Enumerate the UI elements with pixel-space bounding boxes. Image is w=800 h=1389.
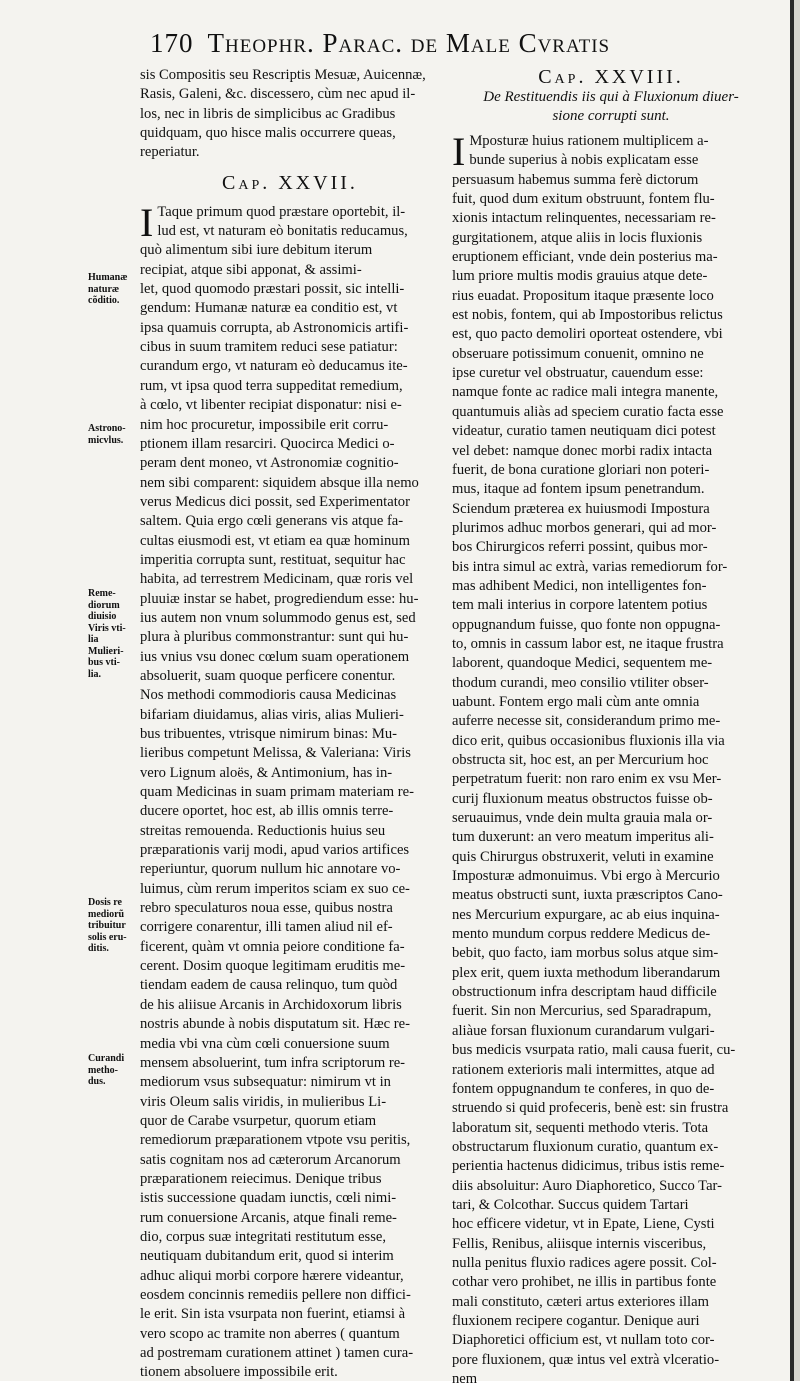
text-line: lud est, vt naturam eò bonitatis reducamus, <box>157 223 408 240</box>
text-line: nem sibi comparent: siquidem absque illa nemo <box>140 474 419 491</box>
text-line: namque fonte ac radice mali integra manente, <box>452 384 719 401</box>
text-line: lum priore multis modis grauius atque dete- <box>452 268 708 285</box>
text-line: Imposturæ admonuimus. Vbi ergo à Mercurio <box>452 868 720 885</box>
text-line: struendo si quid profeceris, benè est: sin frustra <box>452 1100 729 1117</box>
text-line: sis Compositis seu Rescriptis Mesuæ, Auicennæ, <box>140 67 426 83</box>
text-line: cothar vero prohibet, ne illis in partibus fonte <box>452 1274 717 1291</box>
text-line: vero Lignum aloës, & Antimonium, has in- <box>140 764 393 781</box>
text-line: nulla penitus fluxio radices agere possit. Col- <box>452 1254 717 1271</box>
binding-shadow <box>790 0 794 1381</box>
text-line: Rasis, Galeni, &c. discessero, cùm nec apud il- <box>140 86 416 103</box>
text-line: gurgitationem, atque aliis in locis fluxionis <box>452 229 703 246</box>
text-line: eosdem concinnis remediis pellere non diffici- <box>140 1286 411 1303</box>
text-line: quò alimentum sibi iure debitum iterum <box>140 242 373 259</box>
text-line: quidquam, quo hisce malis occurrere queas, <box>140 125 396 142</box>
text-line: bos Chirurgicos referri possint, quibus mor- <box>452 539 708 556</box>
text-line: meatus obstructi sunt, iuxta præscriptos Cano- <box>452 887 723 904</box>
text-line: laborent, quandoque Medici, sequentem me- <box>452 655 713 672</box>
text-line: reperiuntur, quorum nullum hic annotare vo- <box>140 861 401 878</box>
text-line: perientia hactenus didicimus, tribus istis reme- <box>452 1158 725 1175</box>
text-line: verus Medicus dici possit, sed Experimentator <box>140 493 410 510</box>
text-line: curij fluxionum meatus obstructos fuisse ob- <box>452 790 713 807</box>
chapter-body <box>452 129 770 1389</box>
text-line: mensem absoluerint, tum infra scriptorum re- <box>140 1054 406 1071</box>
text-line: præparationis varij modi, apud varios artifices <box>140 842 410 859</box>
text-line: quis Chirurgus obstruxerit, veluti in examine <box>452 848 714 865</box>
text-line: ducere oportet, hoc est, ab illis omnis terre- <box>140 803 394 820</box>
text-line: de his aliisue Arcanis in Archidoxorum libris <box>140 996 402 1013</box>
margin-note-dosage: Dosis re mediorũ tribuitur solis eru- ditis. <box>88 897 127 954</box>
text-line: ad postremam curationem attinet ) tamen cura- <box>140 1345 414 1361</box>
text-line: obstructa sit, hoc est, an per Mercurium hoc <box>452 752 709 768</box>
text-line: ius vnius vsu donec cœlum suam operationem <box>140 648 410 665</box>
text-line: oppugnandum fuisse, quo fonte non oppugna- <box>452 616 721 633</box>
text-line: obstructionum infra descriptam haud difficile <box>452 984 717 1001</box>
page-number: 170 <box>150 28 194 58</box>
text-line: ipsa quamuis corrupta, ab Astronomicis artifi- <box>140 319 409 336</box>
text-line: Mposturæ huius rationem multiplicem a- <box>469 133 709 149</box>
text-line: to, omnis in cassum labor est, ne itaque frustra <box>452 635 724 652</box>
text-line: ptionem illam resarciri. Quocirca Medici o- <box>140 435 395 452</box>
text-line: nostris abunde à nobis disputatum sit. Hæc re- <box>140 1016 410 1033</box>
text-line: tem mali interius in corpore latentem potius <box>452 597 708 614</box>
text-line: obstructarum fluxionum curatio, quantum ex- <box>452 1138 719 1155</box>
page-header <box>150 28 750 62</box>
text-line: ius autem non vnum solummodo genus est, sed <box>140 609 416 626</box>
text-line: plex erit, quem iuxta methodum liberandarum <box>452 964 721 981</box>
text-line: est nobis, fontem, qui ab Impostoribus relictus <box>452 307 723 324</box>
text-line: bus tribuentes, vtrisque nimirum binas: Mu- <box>140 726 397 742</box>
text-line: cultas eiusmodi est, vt etiam ea quæ hominum <box>140 532 410 549</box>
text-line: rebro speculaturos noua esse, quibus nostra <box>140 900 393 917</box>
text-line: ipse curetur vel obstruatur, cauendum esse: <box>452 365 704 382</box>
text-line: diis absoluitur: Auro Diaphoretico, Succo Tar- <box>452 1177 722 1194</box>
left-column <box>140 66 440 1383</box>
text-line: uabunt. Fontem ergo mali cùm ante omnia <box>452 693 700 710</box>
text-line: nes Mercurium expurgare, ac ab eius inquina- <box>452 906 720 923</box>
text-line: imperitia corrupta sunt, restituat, sequitur hac <box>140 551 406 568</box>
margin-note-astronomy: Astrono- micvlus. <box>88 423 126 446</box>
text-line: mus, itaque ad fontem ipsum penetrandum. <box>452 481 705 498</box>
chapter-body <box>140 199 440 1383</box>
text-line: præparationem reiecimus. Denique tribus <box>140 1170 382 1187</box>
text-line: cerent. Dosim quoque legitimam eruditis me- <box>140 958 406 975</box>
text-line: thodum curandi, meo consilio vtiliter obser- <box>452 674 709 691</box>
text-line: bis intra simul ac extrà, varias remediorum for- <box>452 558 728 575</box>
text-line: los, nec in libris de simplicibus ac Gradibus <box>140 105 396 122</box>
text-line: videatur, curatio tamen neutiquam dici potest <box>452 423 716 440</box>
text-line: à cœlo, vt libenter recipiat disponatur: nisi e- <box>140 397 402 414</box>
text-line: dio, corpus suæ integritati restitutum esse, <box>140 1228 387 1245</box>
text-line: seruauimus, vnde dein multa grauia mala or- <box>452 810 713 827</box>
text-line: Taque primum quod præstare oportebit, il- <box>157 203 406 220</box>
text-line: est, quo pacto demoliri oporteat ostendere, vbi <box>452 326 723 343</box>
text-line: bus medicis vsurpata ratio, mali causa fuerit, cu- <box>452 1042 736 1059</box>
text-line: dico erit, quibus occasionibus fluxionis illa via <box>452 732 725 749</box>
text-line: corrigere conarentur, illi tamen aliud nil ef- <box>140 919 393 936</box>
chapter-heading: Cap. XXVIII. <box>538 66 684 88</box>
text-line: tum duxerunt: an vero meatum imperitus ali- <box>452 829 714 846</box>
left-continuation-text <box>140 66 440 163</box>
text-line: luimus, cùm rerum imperitos sciam ex suo ce- <box>140 880 410 897</box>
text-line: obseruare potissimum conuenit, omnino ne <box>452 345 704 362</box>
text-line: mas adhibent Medici, non intelligentes fon- <box>452 577 707 594</box>
text-line: Diaphoretici officium est, vt nullam toto cor- <box>452 1332 715 1349</box>
subtitle-line: sione corrupti sunt. <box>552 108 670 124</box>
text-line: nim hoc procuretur, impossibile erit corru- <box>140 416 389 433</box>
chapter-subtitle <box>452 88 770 126</box>
text-line: bebit, quo facto, iam morbus solus atque sim- <box>452 945 719 962</box>
text-line: quam Medicinas in suam primam materiam re- <box>140 784 414 801</box>
text-line: recipiat, atque sibi apponat, & assimi- <box>140 261 362 278</box>
text-line: aliàue forsan fluxionum curandarum vulgari- <box>452 1022 715 1039</box>
text-line: pluuiæ instar se habet, progrediendum esse: hu- <box>140 590 419 607</box>
text-line: bunde superius à nobis explicatam esse <box>469 152 699 169</box>
page-edge <box>790 0 800 1381</box>
text-line: le erit. Sin ista vsurpata non fuerint, etiamsi à <box>140 1306 406 1323</box>
text-line: mediorum vsus subsequatur: nimirum vt in <box>140 1074 391 1091</box>
text-line: saltem. Quia ergo cœli generans vis atque fa- <box>140 513 404 530</box>
text-line: perpetratum fuerit: non raro enim ex vsu Mer- <box>452 771 722 788</box>
text-line: streitas remouenda. Reductionis huius seu <box>140 822 386 839</box>
text-line: viris Oleum salis viridis, in mulieribus Li- <box>140 1093 387 1110</box>
text-line: lieribus competunt Melissa, & Valeriana: Viris <box>140 745 411 762</box>
text-line: media vbi vna cùm cœli conuersione suum <box>140 1035 390 1052</box>
text-line: hoc efficere videtur, vt in Epate, Liene, Cysti <box>452 1216 715 1233</box>
text-line: rius euadat. Propositum itaque præsente loco <box>452 287 714 304</box>
margin-note-method: Curandi metho- dus. <box>88 1053 125 1087</box>
text-line: tionem absoluere impossibile erit. <box>140 1364 338 1381</box>
text-line: curandum ergo, vt naturam eò deducamus ite- <box>140 358 408 375</box>
text-line: rum, vt ipsa quod terra suppeditat remedium, <box>140 377 403 394</box>
text-line: fuit, quod dum exitum obstruunt, fontem flu- <box>452 191 715 208</box>
text-line: vel debet: namque donec morbi radix intacta <box>452 442 713 459</box>
text-line: quantumuis aliàs ad speciem curatio facta esse <box>452 403 724 420</box>
text-line: fontem oppugnandum te conferes, in quo de- <box>452 1080 715 1097</box>
text-line: fluxionem recipere cogantur. Denique auri <box>452 1312 700 1329</box>
text-line: cibus in suum tramitem reduci sese patiatur: <box>140 339 398 356</box>
text-line: adhuc aliqui morbi corpore hærere videantur, <box>140 1267 404 1284</box>
text-line: plurimos adhuc morbos generari, qui ad mor- <box>452 519 717 536</box>
margin-note-remedies: Reme- diorum diuisio Viris vti- lia Mulieri- bus vti- lia. <box>88 588 126 680</box>
text-line: fuerit. Sin non Mercurius, sed Sparadrapum, <box>452 1003 712 1020</box>
text-line: let, quod quomodo præstari possit, sic intelli- <box>140 281 405 298</box>
text-line: persuasum habemus summa ferè dictorum <box>452 171 699 188</box>
subtitle-line: De Restituendis iis qui à Fluxionum diuer- <box>483 89 739 105</box>
text-line: neutiquam dubitandum erit, quod si interim <box>140 1248 394 1265</box>
text-line: remediorum præparationem vtpote vsu peritis, <box>140 1132 411 1149</box>
text-line: vero scopo ac tramite non aberres ( quantum <box>140 1325 400 1342</box>
running-title: Theophr. Parac. de Male Cvratis <box>207 28 611 58</box>
text-line: fuerit, de bona curatione gloriari non poteri- <box>452 461 710 478</box>
right-column <box>452 66 770 1389</box>
text-line: eruptionem efficiant, vnde dein posterius ma- <box>452 249 718 266</box>
text-line: mali constituto, cæteri artus exteriores illam <box>452 1293 709 1310</box>
text-line: tiendam eadem de causa relinquo, tum quòd <box>140 977 398 994</box>
text-line: rationem exterioris mali intermittes, atque ad <box>452 1061 715 1078</box>
text-line: ficerent, quàm vt omnia peiore conditione fa- <box>140 938 405 955</box>
text-line: quor de Carabe vsurpetur, quorum etiam <box>140 1112 377 1129</box>
margin-note-nature: Humanæ naturæ cõditio. <box>88 272 128 306</box>
text-line: peram dent moneo, vt Astronomiæ cognitio- <box>140 455 399 472</box>
text-line: gendum: Humanæ naturæ ea conditio est, vt <box>140 300 398 317</box>
chapter-heading: Cap. XXVII. <box>222 171 358 194</box>
text-line: plura à pluribus commonstrantur: sunt qui hu- <box>140 629 409 646</box>
text-line: absoluerit, suam quoque perficere conentur. <box>140 667 396 684</box>
text-line: rum conuersione Arcanis, atque finali reme- <box>140 1209 397 1226</box>
text-line: satis cognitam nos ad cæterorum Arcanorum <box>140 1151 401 1168</box>
text-line: Nos methodi commodioris causa Medicinas <box>140 687 397 704</box>
drop-cap: I <box>452 129 466 174</box>
text-line: pore fluxionem, quæ intus vel extrà vlceratio- <box>452 1351 720 1368</box>
text-line: istis successione quadam iunctis, cœli nimi- <box>140 1190 397 1207</box>
text-line: laboratum sit, sequenti methodo vteris. Tota <box>452 1119 709 1136</box>
text-line: mento mundum corpus reddere Medicus de- <box>452 926 711 943</box>
text-line: bifariam diuidamus, alias viris, alias Mulieri- <box>140 706 404 723</box>
text-line: xionis intactum relinquentes, necessariam re- <box>452 210 716 227</box>
drop-cap: I <box>140 199 154 245</box>
text-line: nem <box>452 1371 478 1387</box>
text-line: Fellis, Renibus, aliisque internis visceribus, <box>452 1235 707 1252</box>
text-line: Sciendum præterea ex huiusmodi Impostura <box>452 500 710 517</box>
text-line: habita, ad terrestrem Medicinam, quæ roris vel <box>140 571 414 588</box>
text-line: tari, & Colcothar. Succus quidem Tartari <box>452 1196 689 1213</box>
text-line: reperiatur. <box>140 144 200 161</box>
text-line: auferre necesse sit, considerandum primo me- <box>452 713 721 730</box>
